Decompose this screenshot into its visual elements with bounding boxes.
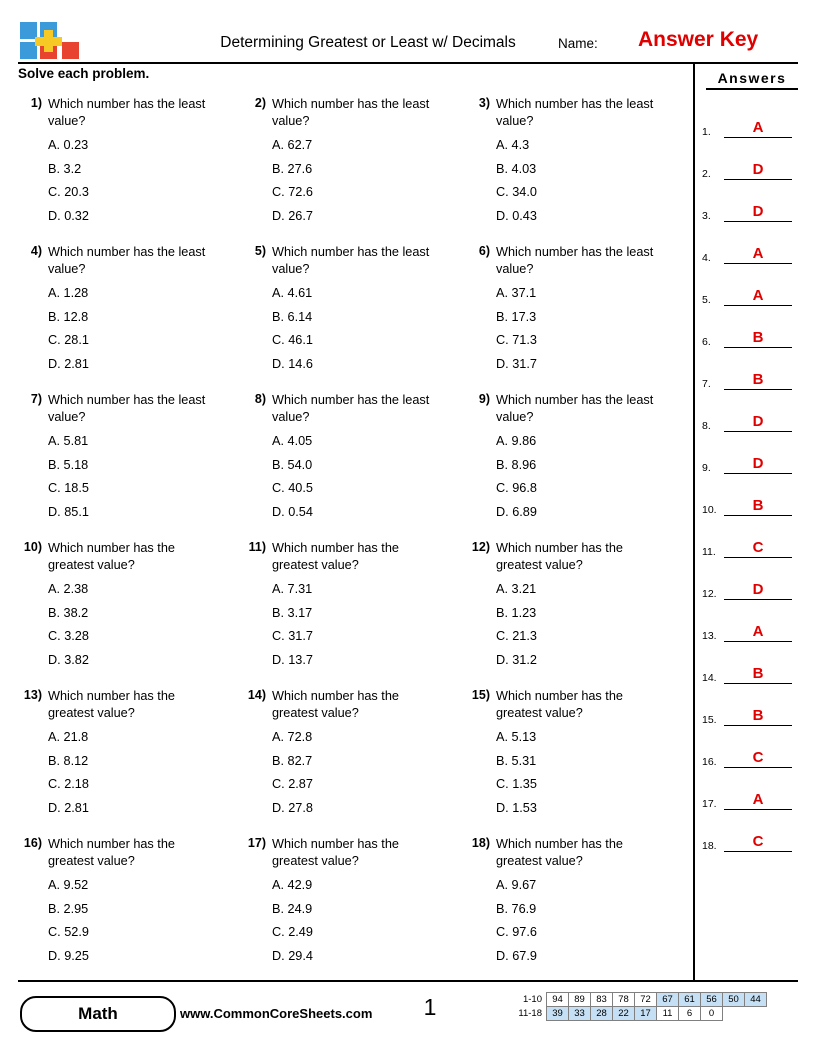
choice-c[interactable]: C. 2.87 xyxy=(272,777,313,791)
choice-d[interactable]: D. 0.32 xyxy=(48,208,89,223)
problem-choices xyxy=(496,874,672,968)
subject-badge: Math xyxy=(20,996,176,1032)
choice-a[interactable]: A. 2.38 xyxy=(48,582,89,596)
problem-choices xyxy=(272,282,448,376)
problem-number: 7) xyxy=(30,392,42,406)
problem-number: 8) xyxy=(254,392,266,406)
choice-d[interactable]: D. 2.81 xyxy=(48,356,89,371)
problem-number: 6) xyxy=(478,244,490,258)
problem-number: 2) xyxy=(254,96,266,110)
score-cell: 89 xyxy=(569,993,591,1007)
choice-c[interactable]: C. 18.5 xyxy=(48,481,89,495)
problem-number: 15) xyxy=(471,688,490,702)
choice-a[interactable]: A. 42.9 xyxy=(272,878,313,892)
choice-d[interactable]: D. 85.1 xyxy=(48,504,89,519)
problem-choices xyxy=(48,578,224,672)
score-row-1 xyxy=(508,993,767,1007)
score-cell-empty xyxy=(723,1007,745,1021)
choice-b[interactable]: B. 1.23 xyxy=(496,605,537,620)
score-cell-empty xyxy=(745,1007,767,1021)
answer-number: 5. xyxy=(702,294,711,306)
answer-number: 1. xyxy=(702,126,711,138)
answer-row xyxy=(702,490,798,516)
choice-a[interactable]: A. 4.3 xyxy=(496,138,530,152)
answer-row xyxy=(702,406,798,432)
problem-question: Which number has the greatest value? xyxy=(48,689,175,720)
problem-number: 12) xyxy=(471,540,490,554)
score-row-label: 11-18 xyxy=(518,1008,542,1019)
problem-choices xyxy=(272,430,448,524)
choice-a[interactable]: A. 9.52 xyxy=(48,878,89,892)
choice-b[interactable]: B. 38.2 xyxy=(48,605,89,620)
answer-number: 15. xyxy=(702,714,717,726)
choice-d[interactable]: D. 67.9 xyxy=(496,948,537,963)
answers-heading: Answers xyxy=(706,70,798,90)
problem-choices xyxy=(272,134,448,228)
problem-question: Which number has the least value? xyxy=(496,97,654,128)
choice-a[interactable]: A. 9.67 xyxy=(496,878,537,892)
answer-number: 16. xyxy=(702,756,717,768)
problem-question: Which number has the greatest value? xyxy=(272,837,399,868)
answer-number: 7. xyxy=(702,378,711,390)
answer-value: A xyxy=(752,287,764,304)
answer-number: 11. xyxy=(702,546,716,558)
score-table xyxy=(508,992,767,1021)
answer-row xyxy=(702,784,798,810)
problem-number: 4) xyxy=(30,244,42,258)
answer-value: D xyxy=(752,455,764,472)
answer-row xyxy=(702,196,798,222)
problem-question: Which number has the least value? xyxy=(496,393,654,424)
answer-row xyxy=(702,616,798,642)
problem-choices xyxy=(48,726,224,820)
choice-a[interactable]: A. 72.8 xyxy=(272,730,313,744)
instructions-text: Solve each problem. xyxy=(18,66,150,81)
problem-question: Which number has the least value? xyxy=(48,393,206,424)
answer-row xyxy=(702,280,798,306)
answer-number: 14. xyxy=(702,672,717,684)
score-cell: 50 xyxy=(723,993,745,1007)
answer-number: 9. xyxy=(702,462,711,474)
problem-number: 11) xyxy=(248,540,266,554)
problem-choices xyxy=(496,578,672,672)
answer-value: D xyxy=(752,161,764,178)
choice-d[interactable]: D. 1.53 xyxy=(496,800,537,815)
score-row-2 xyxy=(508,1007,767,1021)
choice-c[interactable]: C. 2.18 xyxy=(48,777,89,791)
problem-number: 10) xyxy=(23,540,42,554)
page-header xyxy=(18,18,798,62)
choice-b[interactable]: B. 27.6 xyxy=(272,161,313,176)
choice-d[interactable]: D. 9.25 xyxy=(48,948,89,963)
score-cell: 0 xyxy=(701,1007,723,1021)
answer-row xyxy=(702,112,798,138)
answer-row xyxy=(702,448,798,474)
problem-choices xyxy=(496,282,672,376)
choice-a[interactable]: A. 62.7 xyxy=(272,138,313,152)
answer-number: 12. xyxy=(702,588,717,600)
answer-row xyxy=(702,154,798,180)
answer-row xyxy=(702,238,798,264)
problem-question: Which number has the least value? xyxy=(496,245,654,276)
choice-d[interactable]: D. 3.82 xyxy=(48,652,89,667)
choice-b[interactable]: B. 24.9 xyxy=(272,901,313,916)
score-row-label: 1-10 xyxy=(522,994,542,1005)
score-cell: 17 xyxy=(635,1007,657,1021)
answer-value: A xyxy=(752,119,764,136)
score-cell: 78 xyxy=(613,993,635,1007)
choice-a[interactable]: A. 4.05 xyxy=(272,434,313,448)
problem-choices xyxy=(496,134,672,228)
problem-question: Which number has the least value? xyxy=(272,393,430,424)
name-label: Name: xyxy=(558,36,598,51)
answer-value: D xyxy=(752,413,764,430)
choice-d[interactable]: D. 26.7 xyxy=(272,208,313,223)
choice-b[interactable]: B. 4.03 xyxy=(496,161,537,176)
choice-a[interactable]: A. 7.31 xyxy=(272,582,313,596)
problem-choices xyxy=(48,430,224,524)
problem-choices xyxy=(496,726,672,820)
choice-c[interactable]: C. 40.5 xyxy=(272,481,313,495)
problem-question: Which number has the greatest value? xyxy=(48,837,175,868)
problem-question: Which number has the least value? xyxy=(48,97,206,128)
answer-row xyxy=(702,532,798,558)
answer-row xyxy=(702,742,798,768)
answer-value: C xyxy=(752,539,764,556)
choice-d[interactable]: D. 2.81 xyxy=(48,800,89,815)
choice-d[interactable]: D. 13.7 xyxy=(272,652,313,667)
answer-row xyxy=(702,322,798,348)
problem-question: Which number has the greatest value? xyxy=(48,541,175,572)
score-cell: 28 xyxy=(591,1007,613,1021)
answer-number: 2. xyxy=(702,168,711,180)
page-number: 1 xyxy=(423,994,437,1020)
score-cell: 22 xyxy=(613,1007,635,1021)
choice-b[interactable]: B. 17.3 xyxy=(496,309,537,324)
problem-number: 3) xyxy=(478,96,490,110)
score-cell: 44 xyxy=(745,993,767,1007)
answer-row xyxy=(702,658,798,684)
choice-d[interactable]: D. 31.7 xyxy=(496,356,537,371)
choice-a[interactable]: A. 0.23 xyxy=(48,138,89,152)
page-title: Determining Greatest or Least w/ Decimals xyxy=(220,34,516,51)
header-divider xyxy=(18,62,798,64)
problem-number: 9) xyxy=(478,392,490,406)
choice-c[interactable]: C. 2.49 xyxy=(272,925,313,939)
choice-c[interactable]: C. 52.9 xyxy=(48,925,89,939)
choice-b[interactable]: B. 76.9 xyxy=(496,901,537,916)
website-url[interactable]: www.CommonCoreSheets.com xyxy=(180,1006,373,1021)
problem-question: Which number has the greatest value? xyxy=(272,541,399,572)
choice-a[interactable]: A. 3.21 xyxy=(496,582,537,596)
answer-row xyxy=(702,574,798,600)
choice-b[interactable]: B. 54.0 xyxy=(272,457,313,472)
choice-b[interactable]: B. 5.31 xyxy=(496,753,537,768)
answer-number: 3. xyxy=(702,210,711,222)
answer-value: C xyxy=(752,833,764,850)
choice-b[interactable]: B. 5.18 xyxy=(48,457,89,472)
problem-choices xyxy=(496,430,672,524)
problem-question: Which number has the least value? xyxy=(272,97,430,128)
choice-c[interactable]: C. 34.0 xyxy=(496,185,537,199)
problem-number: 17) xyxy=(247,836,266,850)
problem-number: 13) xyxy=(23,688,42,702)
problem-number: 18) xyxy=(471,836,490,850)
answer-number: 13. xyxy=(702,630,717,642)
score-cell: 67 xyxy=(657,993,679,1007)
answer-key-stamp: Answer Key xyxy=(638,28,759,51)
choice-d[interactable]: D. 31.2 xyxy=(496,652,537,667)
answer-number: 6. xyxy=(702,336,711,348)
choice-b[interactable]: B. 8.96 xyxy=(496,457,537,472)
choice-b[interactable]: B. 82.7 xyxy=(272,753,313,768)
choice-d[interactable]: D. 0.54 xyxy=(272,504,313,519)
score-cell: 6 xyxy=(679,1007,701,1021)
answer-number: 17. xyxy=(702,798,717,810)
answer-row xyxy=(702,364,798,390)
answer-row xyxy=(702,700,798,726)
answer-value: A xyxy=(752,623,764,640)
choice-c[interactable]: C. 97.6 xyxy=(496,925,537,939)
choice-a[interactable]: A. 4.61 xyxy=(272,286,313,300)
choice-a[interactable]: A. 1.28 xyxy=(48,286,89,300)
answer-number: 10. xyxy=(702,504,717,516)
choice-c[interactable]: C. 20.3 xyxy=(48,185,89,199)
choice-b[interactable]: B. 6.14 xyxy=(272,309,313,324)
score-cell: 83 xyxy=(591,993,613,1007)
answer-value: B xyxy=(752,497,764,514)
choice-d[interactable]: D. 29.4 xyxy=(272,948,313,963)
choice-b[interactable]: B. 8.12 xyxy=(48,753,89,768)
problem-question: Which number has the least value? xyxy=(48,245,206,276)
problem-choices xyxy=(272,726,448,820)
commoncoresheets-logo-icon xyxy=(18,20,90,62)
problem-question: Which number has the greatest value? xyxy=(496,541,623,572)
choice-c[interactable]: C. 28.1 xyxy=(48,333,89,347)
choice-d[interactable]: D. 27.8 xyxy=(272,800,313,815)
choice-c[interactable]: C. 71.3 xyxy=(496,333,537,347)
choice-c[interactable]: C. 96.8 xyxy=(496,481,537,495)
problem-number: 16) xyxy=(23,836,42,850)
score-cell: 94 xyxy=(547,993,569,1007)
answer-number: 8. xyxy=(702,420,711,432)
problem-question: Which number has the greatest value? xyxy=(496,837,623,868)
answer-value: A xyxy=(752,791,764,808)
problem-number: 14) xyxy=(247,688,266,702)
answer-value: B xyxy=(752,707,764,724)
choice-d[interactable]: D. 14.6 xyxy=(272,356,313,371)
choice-c[interactable]: C. 3.28 xyxy=(48,629,89,643)
choice-a[interactable]: A. 5.81 xyxy=(48,434,89,448)
score-cell: 11 xyxy=(657,1007,679,1021)
choice-a[interactable]: A. 5.13 xyxy=(496,730,537,744)
problem-question: Which number has the greatest value? xyxy=(496,689,623,720)
score-cell: 61 xyxy=(679,993,701,1007)
answer-row xyxy=(702,826,798,852)
choice-c[interactable]: C. 31.7 xyxy=(272,629,313,643)
problem-question: Which number has the least value? xyxy=(272,245,430,276)
problem-question: Which number has the greatest value? xyxy=(272,689,399,720)
answer-value: C xyxy=(752,749,764,766)
choice-d[interactable]: D. 0.43 xyxy=(496,208,537,223)
score-cell: 33 xyxy=(569,1007,591,1021)
answer-value: B xyxy=(752,665,764,682)
choice-b[interactable]: B. 3.17 xyxy=(272,605,313,620)
answer-value: B xyxy=(752,371,764,388)
score-cell: 39 xyxy=(547,1007,569,1021)
answer-value: B xyxy=(752,329,764,346)
score-cell: 56 xyxy=(701,993,723,1007)
problem-choices xyxy=(272,578,448,672)
problem-choices xyxy=(48,282,224,376)
answers-column-divider xyxy=(693,62,695,980)
choice-a[interactable]: A. 9.86 xyxy=(496,434,537,448)
choice-c[interactable]: C. 1.35 xyxy=(496,777,537,791)
choice-b[interactable]: B. 2.95 xyxy=(48,901,89,916)
choice-c[interactable]: C. 46.1 xyxy=(272,333,313,347)
problem-choices xyxy=(272,874,448,968)
choice-c[interactable]: C. 21.3 xyxy=(496,629,537,643)
answer-number: 4. xyxy=(702,252,711,264)
choice-a[interactable]: A. 37.1 xyxy=(496,286,537,300)
choice-c[interactable]: C. 72.6 xyxy=(272,185,313,199)
answer-value: D xyxy=(752,203,764,220)
choice-b[interactable]: B. 12.8 xyxy=(48,309,89,324)
problem-number: 1) xyxy=(30,96,42,110)
score-cell: 72 xyxy=(635,993,657,1007)
choice-b[interactable]: B. 3.2 xyxy=(48,161,82,176)
choice-d[interactable]: D. 6.89 xyxy=(496,504,537,519)
problem-number: 5) xyxy=(254,244,266,258)
problem-choices xyxy=(48,134,224,228)
problem-choices xyxy=(48,874,224,968)
answer-value: A xyxy=(752,245,764,262)
choice-a[interactable]: A. 21.8 xyxy=(48,730,89,744)
footer-divider xyxy=(18,980,798,982)
answer-number: 18. xyxy=(702,840,717,852)
answer-value: D xyxy=(752,581,764,598)
